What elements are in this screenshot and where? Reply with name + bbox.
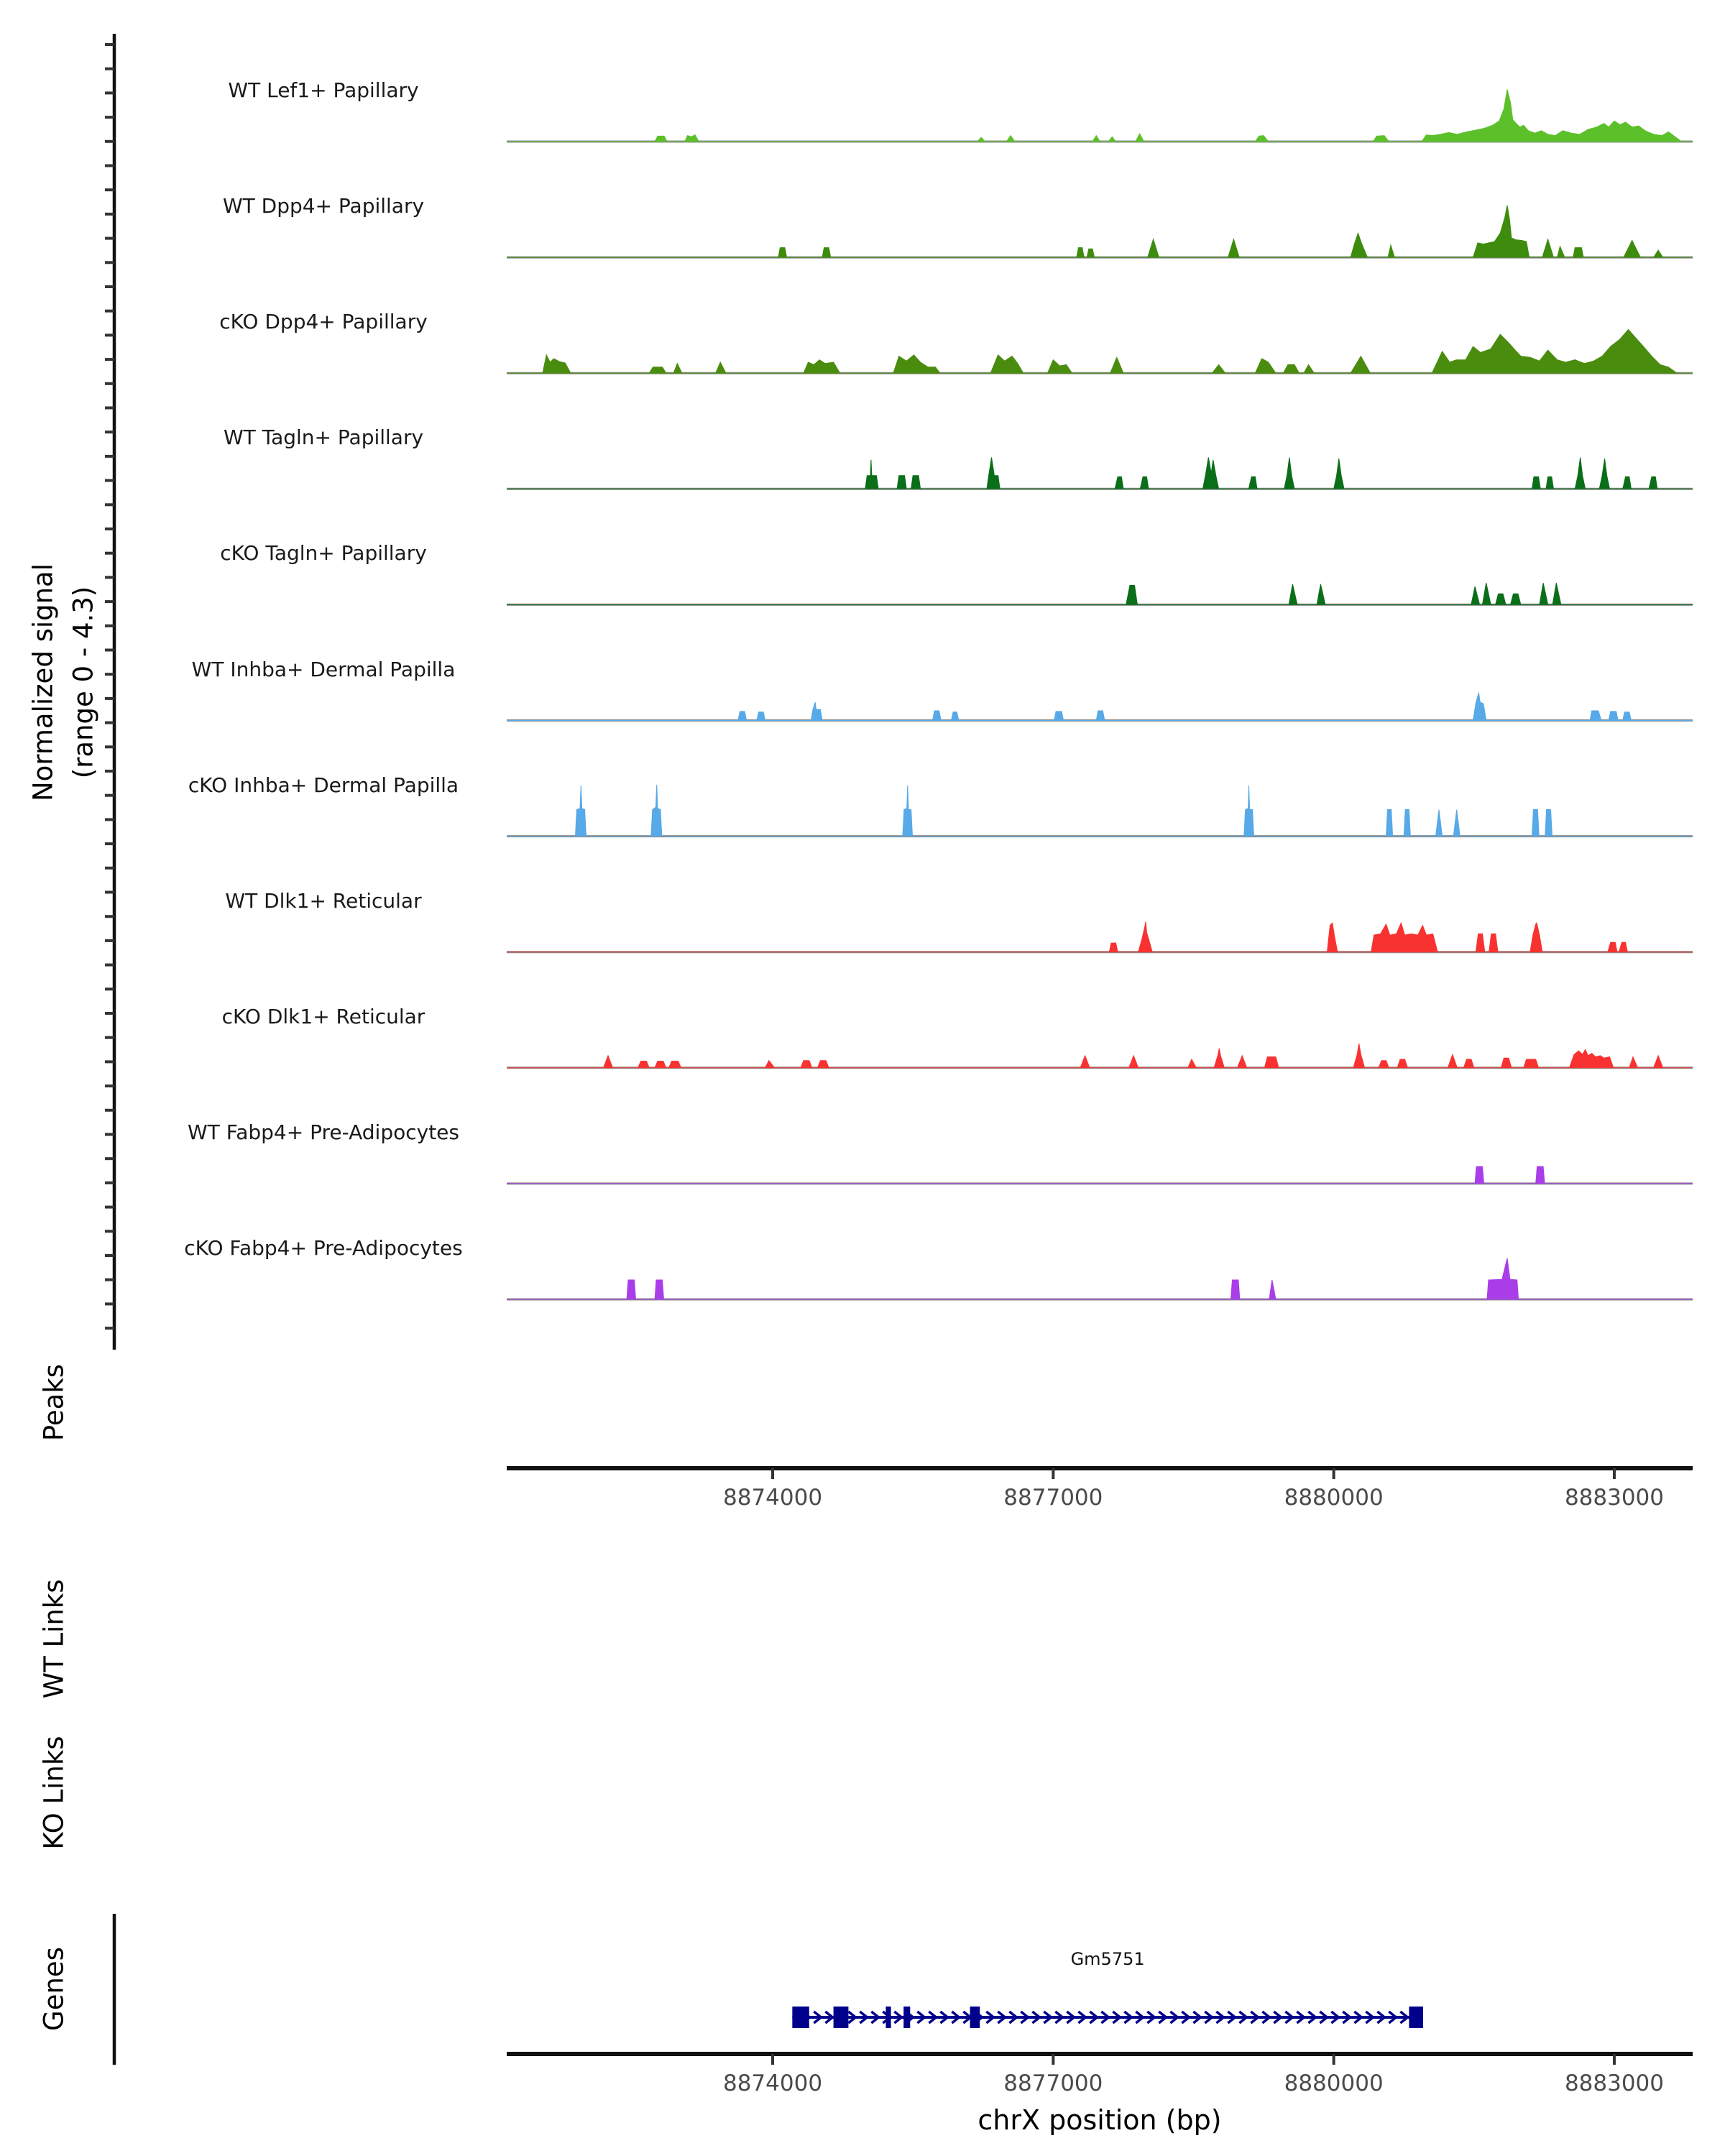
coverage-area bbox=[507, 330, 1693, 374]
genome-tick-label: 8880000 bbox=[1284, 2070, 1384, 2096]
genome-tick-label: 8883000 bbox=[1564, 2070, 1664, 2096]
gene-exon bbox=[792, 2007, 809, 2028]
track-label: cKO Fabp4+ Pre-Adipocytes bbox=[184, 1236, 463, 1260]
track-label: WT Dpp4+ Papillary bbox=[222, 194, 425, 218]
section-label-peaks: Peaks bbox=[38, 1363, 70, 1442]
gene-label: Gm5751 bbox=[1070, 1949, 1145, 1969]
track-label: cKO Inhba+ Dermal Papilla bbox=[188, 773, 459, 797]
peaks-tick-label: 8883000 bbox=[1564, 1485, 1664, 1511]
track-label: WT Inhba+ Dermal Papilla bbox=[191, 657, 456, 681]
track-label: cKO Dpp4+ Papillary bbox=[219, 310, 428, 334]
gene-exon bbox=[1409, 2007, 1423, 2028]
coverage-area bbox=[507, 922, 1693, 952]
track-label: WT Lef1+ Papillary bbox=[228, 78, 419, 102]
section-label-wt-links: WT Links bbox=[38, 1579, 70, 1699]
y-axis-label-line2: (range 0 - 4.3) bbox=[68, 586, 98, 779]
coverage-area bbox=[507, 458, 1693, 489]
x-axis-title: chrX position (bp) bbox=[978, 2104, 1222, 2136]
track-label: WT Dlk1+ Reticular bbox=[225, 888, 422, 913]
section-label-genes: Genes bbox=[38, 1947, 70, 2031]
coverage-area bbox=[507, 785, 1693, 837]
peaks-tick-label: 8877000 bbox=[1003, 1485, 1103, 1511]
peaks-tick-label: 8874000 bbox=[722, 1485, 823, 1511]
track-label: cKO Tagln+ Papillary bbox=[220, 541, 427, 566]
coverage-area bbox=[507, 583, 1693, 604]
y-axis-label-line1: Normalized signal bbox=[27, 563, 59, 802]
track-label: WT Fabp4+ Pre-Adipocytes bbox=[188, 1120, 459, 1144]
track-label: cKO Dlk1+ Reticular bbox=[221, 1004, 426, 1028]
peaks-tick-label: 8880000 bbox=[1284, 1485, 1384, 1511]
track-label: WT Tagln+ Papillary bbox=[223, 425, 424, 450]
gene-exon bbox=[834, 2007, 849, 2028]
coverage-area bbox=[507, 90, 1693, 142]
y-axis-label bbox=[24, 460, 104, 906]
coverage-area bbox=[507, 693, 1693, 721]
coverage-area bbox=[507, 206, 1693, 258]
genome-tick-label: 8877000 bbox=[1003, 2070, 1103, 2096]
gene-exon bbox=[903, 2007, 910, 2028]
section-label-ko-links: KO Links bbox=[38, 1736, 70, 1850]
coverage-area bbox=[507, 1258, 1693, 1299]
gene-exon bbox=[970, 2007, 980, 2028]
genome-tick-label: 8874000 bbox=[722, 2070, 823, 2096]
gene-exon bbox=[886, 2007, 891, 2028]
coverage-area bbox=[507, 1044, 1693, 1068]
coverage-area bbox=[507, 1166, 1693, 1184]
